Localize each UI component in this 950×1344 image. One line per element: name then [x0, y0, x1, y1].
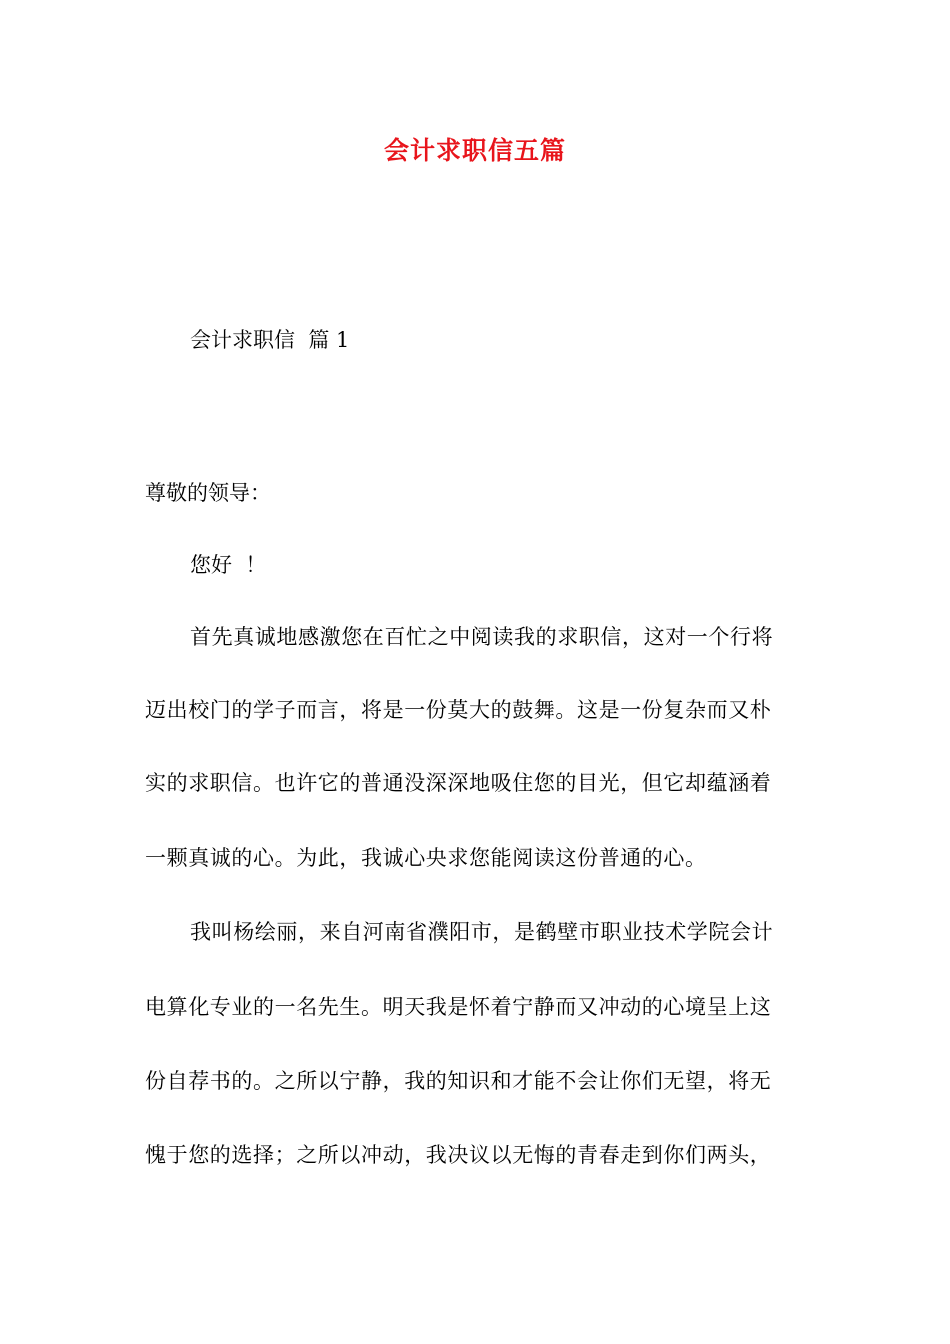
greeting: 您好 ！ — [190, 553, 267, 577]
paragraph-1-line-1: 首先真诚地感激您在百忙之中阅读我的求职信，这对一个行将 — [190, 625, 774, 649]
paragraph-1-line-3: 实的求职信。也许它的普通没深深地吸住您的目光，但它却蕴涵着 — [145, 771, 772, 795]
paragraph-1-line-4: 一颗真诚的心。为此，我诚心央求您能阅读这份普通的心。 — [145, 846, 707, 870]
paragraph-1-line-2: 迈出校门的学子而言，将是一份莫大的鼓舞。这是一份复杂而又朴 — [145, 698, 772, 722]
document-title: 会计求职信五篇 — [383, 136, 566, 165]
salutation: 尊敬的领导： — [145, 481, 271, 505]
paragraph-2-line-1: 我叫杨绘丽，来自河南省濮阳市，是鹤壁市职业技术学院会计 — [190, 920, 774, 944]
paragraph-2-line-4: 愧于您的选择；之所以冲动，我决议以无悔的青春走到你们两头， — [145, 1143, 772, 1167]
paragraph-2-line-2: 电算化专业的一名先生。明天我是怀着宁静而又冲动的心境呈上这 — [145, 995, 772, 1019]
section-heading: 会计求职信 篇 1 — [190, 328, 350, 352]
paragraph-2-line-3: 份自荐书的。之所以宁静，我的知识和才能不会让你们无望，将无 — [145, 1069, 772, 1093]
